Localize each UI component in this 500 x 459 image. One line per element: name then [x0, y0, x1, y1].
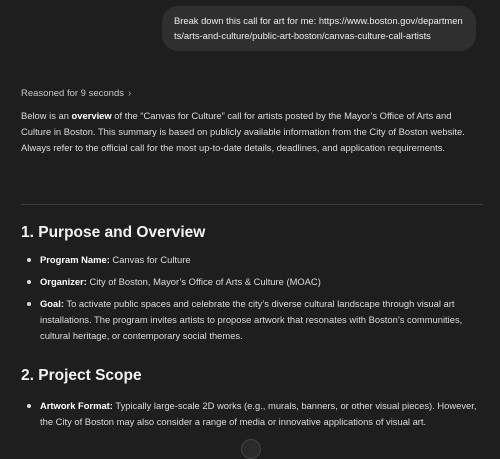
list-item: [21, 398, 483, 430]
list-item: [21, 274, 483, 290]
chevron-right-icon: ›: [127, 88, 132, 99]
intro-text-pre: Below is an: [21, 110, 72, 121]
user-message-text: Break down this call for art for me: https://www.boston.gov/departments/arts-and-culture/public-art-boston/canvas-culture-call-artists: [174, 15, 463, 41]
section-heading-scope: 2. Project Scope: [21, 367, 142, 384]
assistant-intro: [21, 108, 483, 156]
reasoning-toggle[interactable]: [21, 88, 131, 99]
item-label: Program Name:: [40, 254, 110, 265]
section-heading-purpose: 1. Purpose and Overview: [21, 224, 206, 241]
intro-text-post: of the “Canvas for Culture” call for artists posted by the Mayor’s Office of Arts and Culture in Boston. This summary is based on publicly available information from the City of Boston website. Always refer to the official call for the most up-to-date details, deadlines, and application requirements.: [21, 110, 465, 153]
item-label: Artwork Format:: [40, 400, 113, 411]
purpose-list: [21, 252, 483, 350]
reasoning-label: Reasoned for 9 seconds: [21, 88, 124, 99]
item-text: To activate public spaces and celebrate the city’s diverse cultural landscape through visual art installations. The program invites artists to propose artwork that resonates with Boston’s communities, cultural heritage, or contemporary social themes.: [40, 298, 463, 341]
item-text: Typically large-scale 2D works (e.g., murals, banners, or other visual pieces). However, the City of Boston may also consider a range of media or innovative applications of visual art.: [40, 400, 477, 427]
scope-list: [21, 398, 483, 436]
item-label: Goal:: [40, 298, 64, 309]
item-text: City of Boston, Mayor’s Office of Arts & Culture (MOAC): [86, 276, 321, 287]
list-item: [21, 296, 483, 344]
item-label: Organizer:: [40, 276, 87, 287]
list-item: [21, 252, 483, 268]
item-text: Canvas for Culture: [109, 254, 191, 265]
user-message-bubble: [162, 6, 476, 51]
section-divider: [21, 204, 483, 205]
scroll-down-button[interactable]: [241, 439, 261, 459]
intro-text-bold: overview: [71, 110, 112, 121]
